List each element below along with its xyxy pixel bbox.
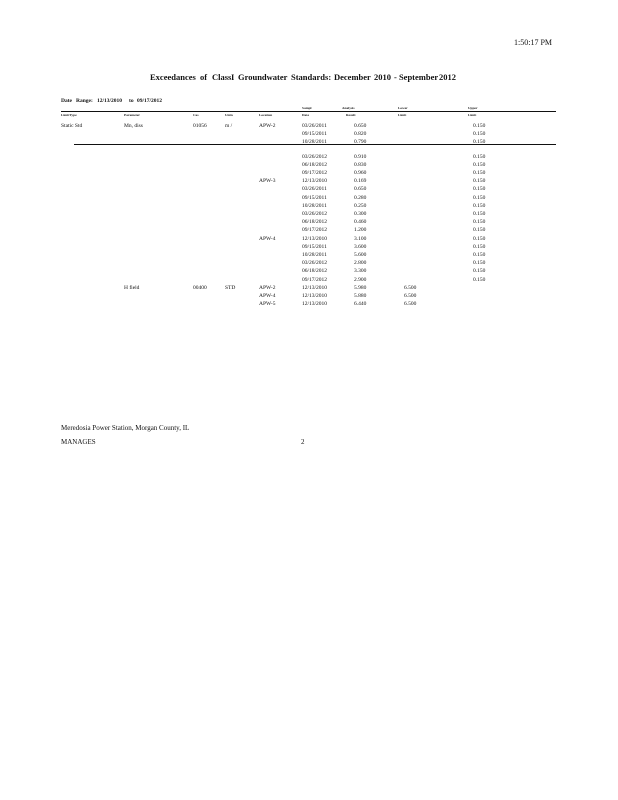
- col-lower-line1: Lower: [398, 106, 408, 110]
- sample-date-cell: 03/26/2012: [302, 211, 328, 217]
- sample-date-cell: 09/17/2012: [302, 276, 328, 283]
- result-cell: 0.460: [354, 219, 367, 226]
- title-word: Standards:: [291, 72, 332, 82]
- upper-limit-cell: 0.150: [473, 194, 486, 201]
- sample-date-cell: 06/18/2012: [302, 161, 328, 168]
- col-upper-line1: Upper: [468, 106, 478, 110]
- header-rule: [61, 111, 556, 112]
- sample-date-cell: 12/13/2010: [302, 235, 328, 242]
- cas-cell: 01056: [193, 123, 207, 129]
- result-cell: 0.960: [354, 170, 367, 176]
- upper-limit-cell: 0.150: [473, 268, 486, 275]
- sample-date-cell: 12/13/2010: [302, 293, 328, 299]
- location-cell: APW-4: [259, 293, 276, 299]
- col-units: Units: [225, 113, 233, 117]
- upper-limit-cell: 0.150: [473, 243, 486, 250]
- result-cell: 0.650: [354, 123, 367, 129]
- sample-date-cell: 09/15/2011: [302, 131, 327, 138]
- limit-type-cell: Static Std: [61, 123, 83, 129]
- col-sample-date-line1: Sampl: [302, 106, 312, 110]
- col-lower-line2: Limit: [398, 113, 407, 117]
- upper-limit-cell: 0.150: [473, 161, 486, 168]
- footer-section: MANAGES: [61, 438, 96, 446]
- title-word: Exceedances: [150, 72, 196, 82]
- upper-limit-cell: 0.150: [473, 153, 486, 160]
- title-word: - September: [394, 72, 439, 82]
- sample-date-cell: 09/15/2011: [302, 243, 327, 250]
- title-word: December: [334, 72, 371, 82]
- date-range-to-label: to: [129, 98, 134, 104]
- col-upper-line2: Limit: [468, 113, 477, 117]
- upper-limit-cell: 0.150: [473, 186, 486, 193]
- date-range-label: Range:: [76, 98, 93, 104]
- result-cell: 0.280: [354, 194, 367, 201]
- lower-limit-cell: 6.500: [404, 293, 417, 299]
- units-cell: m /: [225, 123, 233, 129]
- result-cell: 0.790: [354, 139, 367, 146]
- title-word: I: [231, 72, 235, 82]
- units-cell: STD: [225, 284, 236, 291]
- col-limit-type: LimitType: [61, 113, 77, 117]
- sample-date-cell: 10/28/2011: [302, 202, 327, 209]
- sample-date-cell: 09/17/2012: [302, 170, 328, 176]
- result-cell: 0.300: [354, 211, 367, 217]
- title-word: Groundwater: [238, 72, 288, 82]
- upper-limit-cell: 0.150: [473, 202, 486, 209]
- footer-site: Meredosia Power Station, Morgan County, IL: [61, 424, 190, 432]
- location-cell: APW-2: [259, 123, 276, 129]
- location-cell: APW-4: [259, 235, 276, 242]
- date-range-from: 12/13/2010: [97, 98, 123, 104]
- result-cell: 0.830: [354, 161, 367, 168]
- result-cell: 0.169: [354, 178, 367, 185]
- sample-date-cell: 12/13/2010: [302, 178, 328, 185]
- upper-limit-cell: 0.150: [473, 123, 486, 129]
- col-analysis-line1: Analysis: [342, 106, 355, 110]
- upper-limit-cell: 0.150: [473, 139, 486, 146]
- sample-date-cell: 06/18/2012: [302, 219, 328, 226]
- result-cell: 5.980: [354, 284, 367, 291]
- upper-limit-cell: 0.150: [473, 227, 486, 234]
- col-parameter: Parameter: [124, 113, 140, 117]
- result-cell: 3.300: [354, 268, 367, 275]
- lower-limit-cell: 6.500: [404, 301, 417, 308]
- result-cell: 0.820: [354, 131, 367, 138]
- title-word: 2012: [439, 72, 456, 82]
- location-cell: APW-3: [259, 178, 276, 185]
- upper-limit-cell: 0.150: [473, 260, 486, 267]
- location-cell: APW-5: [259, 301, 276, 308]
- sample-date-cell: 09/17/2012: [302, 227, 328, 234]
- result-cell: 0.250: [354, 202, 367, 209]
- sample-date-cell: 03/26/2012: [302, 260, 328, 267]
- sample-date-cell: 06/18/2012: [302, 268, 328, 275]
- sample-date-cell: 10/28/2011: [302, 139, 327, 146]
- result-cell: 0.910: [354, 153, 367, 160]
- sample-date-cell: 12/13/2010: [302, 301, 328, 308]
- result-cell: 3.100: [354, 235, 367, 242]
- result-cell: 2.800: [354, 260, 367, 267]
- sample-date-cell: 12/13/2010: [302, 284, 328, 291]
- upper-limit-cell: 0.150: [473, 276, 486, 283]
- result-cell: 5.600: [354, 252, 367, 258]
- result-cell: 1.200: [354, 227, 367, 234]
- parameter-cell: Mn, diss: [124, 123, 143, 129]
- result-cell: 5.880: [354, 293, 367, 299]
- sample-date-cell: 09/15/2011: [302, 194, 327, 201]
- col-sample-date-line2: Date: [302, 113, 309, 117]
- upper-limit-cell: 0.150: [473, 131, 486, 138]
- lower-limit-cell: 6.500: [404, 284, 417, 291]
- result-cell: 3.600: [354, 243, 367, 250]
- upper-limit-cell: 0.150: [473, 219, 486, 226]
- upper-limit-cell: 0.150: [473, 170, 486, 176]
- title-word: 2010: [374, 72, 391, 82]
- sample-date-cell: 10/28/2011: [302, 252, 327, 258]
- col-cas: Cas: [193, 113, 199, 117]
- sample-date-cell: 03/26/2012: [302, 153, 328, 160]
- footer-page-number: 2: [301, 438, 305, 446]
- result-cell: 0.650: [354, 186, 367, 193]
- upper-limit-cell: 0.150: [473, 211, 486, 217]
- upper-limit-cell: 0.150: [473, 252, 486, 258]
- location-cell: APW-2: [259, 284, 276, 291]
- date-range-label: Date: [61, 98, 72, 104]
- sample-date-cell: 03/26/2011: [302, 123, 327, 129]
- title-word: of: [200, 72, 208, 82]
- result-cell: 6.440: [354, 301, 367, 308]
- parameter-cell: H field: [124, 284, 140, 291]
- result-cell: 2.900: [354, 276, 367, 283]
- date-range-to: 09/17/2012: [137, 98, 163, 104]
- cas-cell: 00400: [193, 284, 207, 291]
- sample-date-cell: 03/26/2011: [302, 186, 327, 193]
- upper-limit-cell: 0.150: [473, 178, 486, 185]
- col-location: Location: [259, 113, 273, 117]
- report-time: 1:50:17 PM: [514, 38, 553, 47]
- upper-limit-cell: 0.150: [473, 235, 486, 242]
- col-analysis-line2: Result: [346, 113, 356, 117]
- title-word: Class: [212, 72, 232, 82]
